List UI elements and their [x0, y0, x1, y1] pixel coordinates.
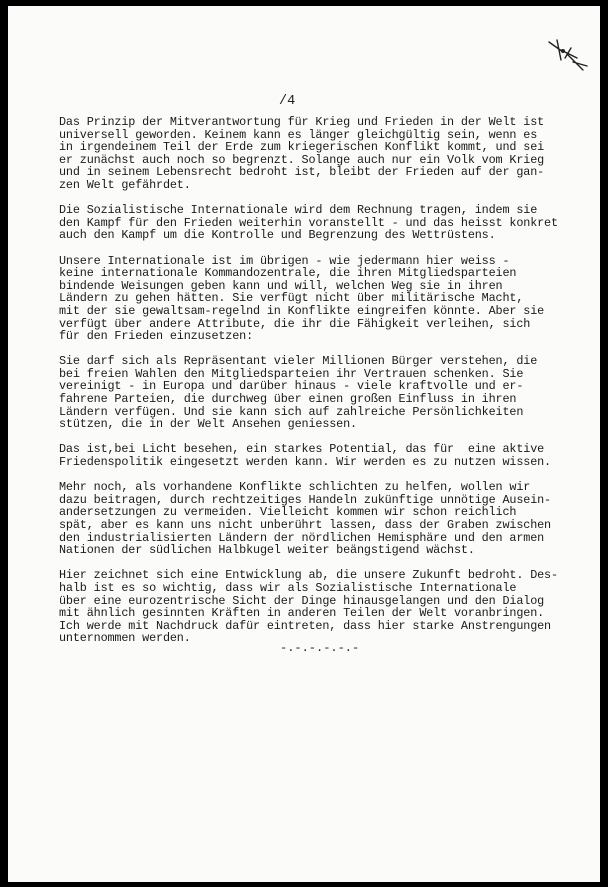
text-line: mit der sie gewaltsam-regelnd in Konflikte eingreifen könnte. Aber sie: [59, 303, 545, 318]
text-line: und in seinem Lebensrecht bedroht ist, bleibt der Frieden auf der gan-: [59, 165, 545, 180]
text-line: Mehr noch, als vorhandene Konflikte schlichten zu helfen, wollen wir: [59, 480, 531, 495]
text-line: unternommen werden.: [59, 631, 191, 646]
text-line: Ich werde mit Nachdruck dafür eintreten, dass hier starke Anstrengungen: [59, 618, 551, 633]
text-line: auch den Kampf um die Kontrolle und Begrenzung des Wettrüstens.: [59, 228, 496, 243]
text-line: in irgendeinem Teil der Erde zum kriegerischen Konflikt kommt, und sei: [59, 140, 545, 155]
text-line: Die Sozialistische Internationale wird dem Rechnung tragen, indem sie: [59, 203, 538, 218]
text-line: für den Frieden einzusetzen:: [59, 329, 254, 344]
text-line: keine internationale Kommandozentrale, die ihren Mitgliedsparteien: [59, 266, 517, 281]
text-line: Nationen der südlichen Halbkugel weiter beängstigend wächst.: [59, 543, 475, 558]
paragraph: [59, 569, 589, 645]
text-line: Ländern verfügen. Und sie kann sich auf zahlreiche Persönlichkeiten: [59, 404, 524, 419]
paragraph: [59, 204, 589, 242]
paragraph: [59, 443, 589, 468]
paragraph: [59, 355, 589, 431]
text-line: Unsere Internationale ist im übrigen - wie jedermann hier weiss -: [59, 253, 510, 268]
text-line: stützen, die in der Welt Ansehen geniessen.: [59, 417, 357, 432]
text-line: bei freien Wahlen den Mitgliedsparteien ihr Vertrauen schenken. Sie: [59, 366, 524, 381]
text-line: Das ist,bei Licht besehen, ein starkes Potential, das für eine aktive: [59, 442, 545, 457]
text-line: dazu beitragen, durch rechtzeitiges Handeln zukünftige unnötige Ausein-: [59, 492, 551, 507]
text-line: universell geworden. Keinem kann es länger gleichgültig sein, wenn es: [59, 127, 538, 142]
text-line: verfügt über andere Attribute, die ihr die Fähigkeit verleihen, sich: [59, 316, 531, 331]
text-line: Friedenspolitik eingesetzt werden kann. Wir werden es zu nutzen wissen.: [59, 455, 551, 470]
text-line: zen Welt gefährdet.: [59, 177, 191, 192]
text-line: andersetzungen zu vermeiden. Vielleicht kommen wir schon reichlich: [59, 505, 517, 520]
body-text: [59, 116, 589, 658]
paragraph: [59, 116, 589, 192]
text-line: Ländern zu gehen hätten. Sie verfügt nicht über militärische Macht,: [59, 291, 524, 306]
text-line: halb ist es so wichtig, dass wir als Sozialistische Internationale: [59, 580, 517, 595]
paragraph: [59, 481, 589, 557]
text-line: fahrene Parteien, die durchweg über einen großen Einfluss in ihren: [59, 392, 517, 407]
text-line: Sie darf sich als Repräsentant vieler Millionen Bürger verstehen, die: [59, 354, 538, 369]
text-line: den industrialisierten Ländern der nördlichen Hemisphäre und den armen: [59, 530, 545, 545]
text-line: Das Prinzip der Mitverantwortung für Krieg und Frieden in der Welt ist: [59, 115, 545, 129]
paragraph: [59, 255, 589, 343]
text-line: über eine eurozentrische Sicht der Dinge hinausgelangen und den Dialog: [59, 593, 545, 608]
page-number: /4: [279, 94, 296, 109]
text-line: bindende Weisungen geben kann und will, welchen Weg sie in ihren: [59, 278, 503, 293]
text-line: vereinigt - in Europa und darüber hinaus - viele kraftvolle und er-: [59, 379, 524, 394]
text-line: spät, aber es kann uns nicht unberührt lassen, dass der Graben zwischen: [59, 518, 551, 532]
text-line: den Kampf für den Frieden weiterhin voranstellt - und das heisst konkret: [59, 215, 558, 230]
text-line: mit ähnlich gesinnten Kräften in anderen Teilen der Welt voranbringen.: [59, 606, 545, 621]
text-line: er zunächst auch noch so begrenzt. Solange auch nur ein Volk vom Krieg: [59, 152, 545, 167]
closing-mark: -.-.-.-.-.-: [280, 641, 360, 655]
handwritten-mark-icon: [543, 36, 591, 76]
text-line: Hier zeichnet sich eine Entwicklung ab, die unsere Zukunft bedroht. Des-: [59, 568, 558, 583]
document-page: [8, 6, 600, 882]
